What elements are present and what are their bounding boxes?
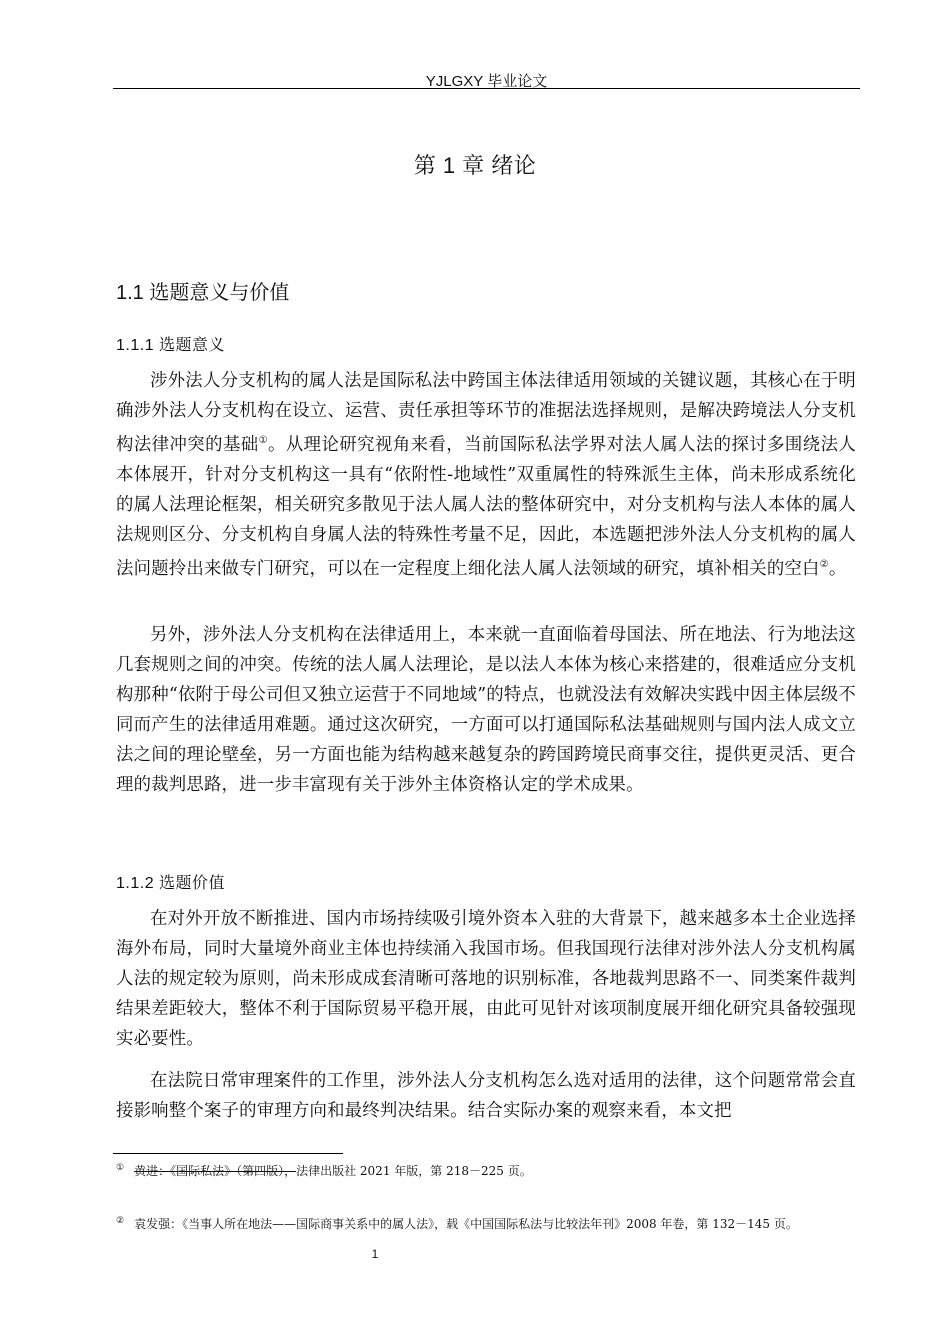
paragraph-1-text-b: 。从理论研究视角来看，当前国际私法学界对法人属人法的探讨多围绕法人本体展开，针对分支机构这一具有“依附性-地域性”双重属性的特殊派生主体，尚未形成系统化的属人法理论框架，相关研究多散见于法人属人法的整体研究中，对分支机构与法人本体的属人法规则区分、分支机构自身属人法的特殊性考量不足，因此，本选题把涉外法人分支机构的属人法问题拎出来做专门研究，可以在一定程度上细化法人属人法领域的研究，填补相关的空白 [116, 434, 856, 579]
header-rule [113, 88, 860, 89]
paragraph-4: 在法院日常审理案件的工作里，涉外法人分支机构怎么选对适用的法律，这个问题常常会直接影响整个案子的审理方向和最终判决结果。结合实际办案的观察来看，本文把 [116, 1071, 856, 1121]
paragraph-3: 在对外开放不断推进、国内市场持续吸引境外资本入驻的大背景下，越来越多本土企业选择海外布局，同时大量境外商业主体也持续涌入我国市场。但我国现行法律对涉外法人分支机构属人法的规定较为原则，尚未形成成套清晰可落地的识别标准，各地裁判思路不一、同类案件裁判结果差距较大，整体不利于国际贸易平稳开展，由此可见针对该项制度展开细化研究具备较强现实必要性。 [116, 909, 856, 1049]
page-header: YJLGXY 毕业论文 [425, 73, 548, 90]
footnote-1-struck-text: 黄进：《国际私法》（第四版）， [134, 1164, 297, 1178]
footnote-1 [116, 1158, 836, 1181]
paragraph-1-text-a: 涉外法人分支机构的属人法是国际私法中跨国主体法律适用领域的关键议题，其核心在于明确涉外法人分支机构在设立、运营、责任承担等环节的准据法选择规则，是解决跨境法人分支机构法律冲突的基础 [116, 371, 856, 455]
chapter-title: 第 1 章 绪论 [413, 153, 537, 178]
footnote-ref-2: ② [819, 558, 829, 570]
paragraph-2: 另外，涉外法人分支机构在法律适用上，本来就一直面临着母国法、所在地法、行为地法这几套规则之间的冲突。传统的法人属人法理论，是以法人本体为核心来搭建的，很难适应分支机构那种“依附于母公司但又独立运营于不同地域”的特点，也就没法有效解决实践中因主体层级不同而产生的法律适用难题。通过这次研究，一方面可以打通国际私法基础规则与国内法人成文立法之间的理论壁垒，另一方面也能为结构越来越复杂的跨国跨境民商事交往，提供更灵活、更合理的裁判思路，进一步丰富现有关于涉外主体资格认定的学术成果。 [116, 625, 856, 795]
paragraph-1 [116, 366, 856, 584]
footnote-1-text: 法律出版社 2021 年版，第 218－225 页。 [296, 1164, 532, 1178]
footnote-2 [116, 1211, 836, 1234]
footnote-2-mark: ② [116, 1216, 125, 1226]
paragraph-1-text-c: 。 [828, 558, 847, 579]
page-number: 1 [371, 1247, 379, 1261]
section-title: 1.1 选题意义与价值 [116, 282, 290, 304]
footnote-1-mark: ① [116, 1163, 125, 1173]
subsection-title-1: 1.1.1 选题意义 [116, 337, 226, 354]
footnote-separator [113, 1153, 343, 1154]
subsection-title-2: 1.1.2 选题价值 [116, 875, 226, 892]
footnote-2-text: 袁发强：《当事人所在地法——国际商事关系中的属人法》，载《中国国际私法与比较法年刊》2008 年卷，第 132－145 页。 [134, 1217, 798, 1231]
footnote-ref-1: ① [258, 435, 269, 446]
